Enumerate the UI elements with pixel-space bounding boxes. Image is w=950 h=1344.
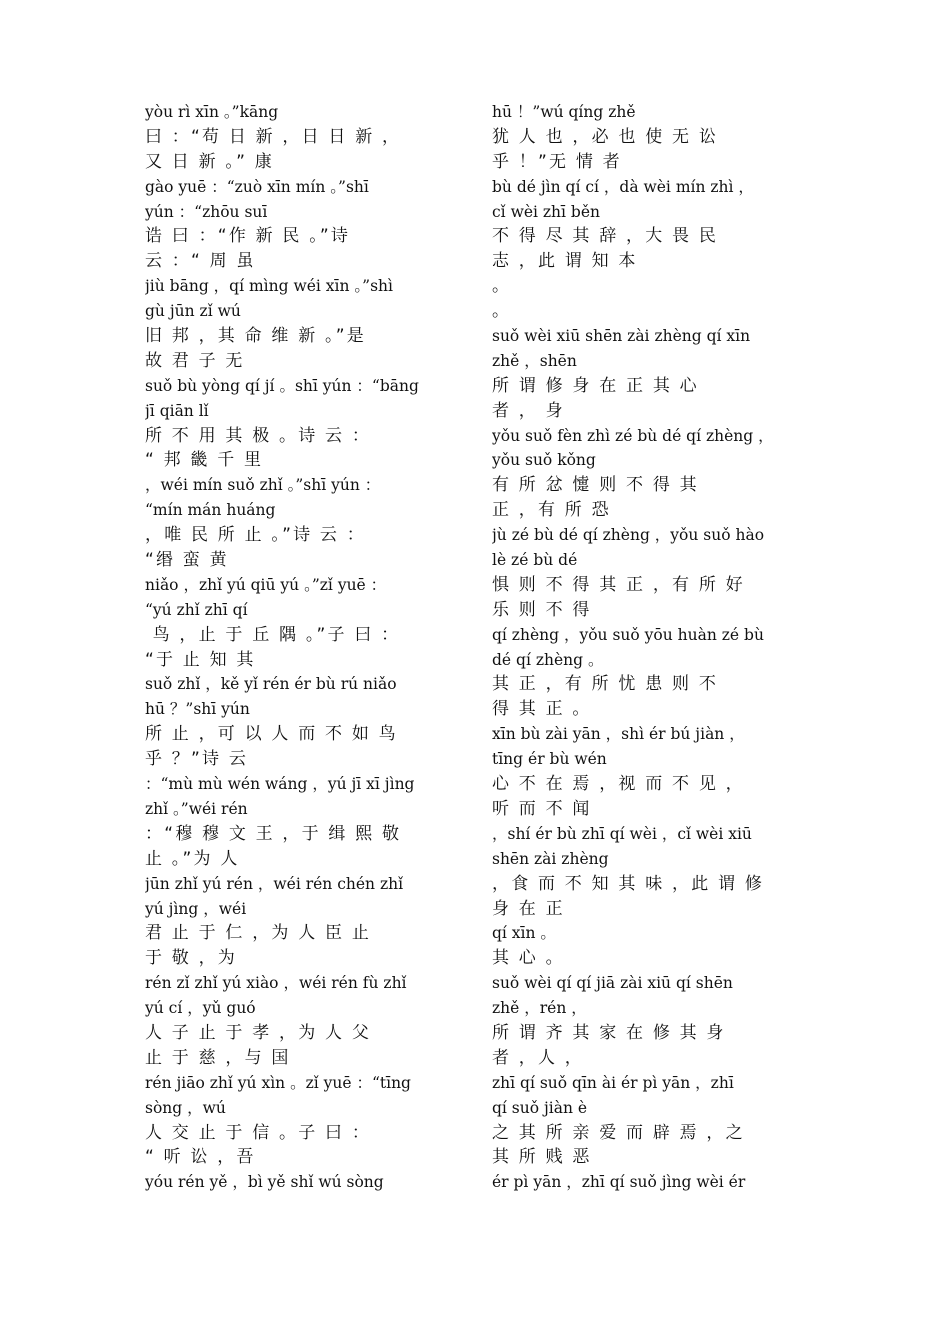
- hanzi-line: 所 谓 修 身 在 正 其 心: [492, 375, 699, 396]
- hanzi-line: 人 交 止 于 信 。子 曰 ：: [145, 1122, 372, 1143]
- hanzi-line: 。: [492, 276, 512, 297]
- hanzi-line: 其 正 ，有 所 忧 患 则 不: [492, 674, 719, 695]
- pinyin-line: yóu rén yě ，bì yě shǐ wú sòng: [145, 1173, 384, 1192]
- hanzi-line: 心 不 在 焉 ，视 而 不 见 ，: [492, 774, 745, 795]
- pinyin-line: bù dé jìn qí cí ，dà wèi mín zhì ，: [492, 177, 754, 196]
- hanzi-line: 其 所 贱 恶: [492, 1147, 592, 1168]
- hanzi-line: 止 。”为 人: [145, 848, 240, 869]
- pinyin-line: shēn zài zhèng: [492, 849, 609, 868]
- pinyin-line: tīng ér bù wén: [492, 750, 607, 769]
- hanzi-line: ，食 而 不 知 其 味 ，此 谓 修: [492, 873, 765, 894]
- pinyin-line: suǒ wèi qí qí jiā zài xiū qí shēn: [492, 974, 733, 993]
- pinyin-line: suǒ zhǐ ，kě yǐ rén ér bù rú niǎo: [145, 675, 397, 694]
- pinyin-line: “yú zhǐ zhī qí: [145, 600, 248, 619]
- pinyin-line: zhī qí suǒ qīn ài ér pì yān ，zhī: [492, 1073, 734, 1092]
- hanzi-line: 犹 人 也 ，必 也 使 无 讼: [492, 126, 719, 147]
- pinyin-line: gù jūn zǐ wú: [145, 302, 241, 321]
- hanzi-line: 所 止 ，可 以 人 而 不 如 鸟: [145, 724, 398, 745]
- hanzi-line: 得 其 正 。: [492, 699, 592, 720]
- hanzi-line: 志 ，此 谓 知 本: [492, 251, 638, 272]
- hanzi-line: 者 ， 身: [492, 400, 565, 421]
- hanzi-line: 所 不 用 其 极 。诗 云 ：: [145, 425, 372, 446]
- hanzi-line: 旧 邦 ，其 命 维 新 。”是: [145, 326, 366, 347]
- hanzi-line: 正 ，有 所 恐: [492, 500, 611, 521]
- pinyin-line: yǒu suǒ kǒng: [492, 451, 596, 470]
- pinyin-line: “mín mán huáng: [145, 501, 276, 520]
- pinyin-line: suǒ bù yòng qí jí 。shī yún ：“bāng: [145, 376, 419, 395]
- hanzi-line: 听 而 不 闻: [492, 798, 592, 819]
- pinyin-line: yòu rì xīn 。”kāng: [145, 103, 279, 121]
- pinyin-line: xīn bù zài yān ，shì ér bú jiàn ，: [492, 725, 745, 744]
- pinyin-line: qí suǒ jiàn è: [492, 1098, 588, 1117]
- hanzi-line: “于 止 知 其: [145, 649, 256, 670]
- hanzi-line: 者 ，人 ，: [492, 1047, 585, 1068]
- pinyin-line: yú cí ，yǔ guó: [145, 999, 256, 1018]
- left-text-column: [145, 100, 480, 1195]
- hanzi-line: “ 听 讼 ，吾: [145, 1147, 256, 1168]
- right-text-column: [492, 100, 827, 1195]
- hanzi-line: 乎 ？”诗 云: [145, 749, 249, 770]
- pinyin-line: jūn zhǐ yú rén ，wéi rén chén zhǐ: [145, 874, 404, 893]
- hanzi-line: 君 止 于 仁 ，为 人 臣 止: [145, 923, 372, 944]
- pinyin-line: sòng ，wú: [145, 1098, 226, 1117]
- hanzi-line: 诰 曰 ：“作 新 民 。”诗: [145, 226, 351, 247]
- hanzi-line: 有 所 忿 懥 则 不 得 其: [492, 475, 699, 496]
- hanzi-line: 云 ：“ 周 虽: [145, 251, 256, 272]
- hanzi-line: “ 邦 畿 千 里: [145, 450, 264, 471]
- pinyin-line: rén zǐ zhǐ yú xiào ，wéi rén fù zhǐ: [145, 974, 407, 993]
- hanzi-line: 其 心 。: [492, 948, 565, 969]
- hanzi-line: 。: [492, 301, 512, 322]
- pinyin-line: ，shí ér bù zhī qí wèi ，cǐ wèi xiū: [492, 824, 752, 843]
- hanzi-line: 乎 ！”无 情 者: [492, 151, 622, 172]
- pinyin-line: gào yuē ：“zuò xīn mín 。”shī: [145, 177, 369, 196]
- hanzi-line: 所 谓 齐 其 家 在 修 其 身: [492, 1022, 726, 1043]
- pinyin-line: dé qí zhèng 。: [492, 650, 604, 669]
- pinyin-line: qí xīn 。: [492, 924, 556, 943]
- pinyin-line: suǒ wèi xiū shēn zài zhèng qí xīn: [492, 327, 751, 346]
- hanzi-line: 于 敬 ，为: [145, 948, 238, 969]
- hanzi-line: 故 君 子 无: [145, 350, 245, 371]
- hanzi-line: 止 于 慈 ，与 国: [145, 1047, 291, 1068]
- hanzi-line: 又 日 新 。” 康: [145, 151, 274, 172]
- hanzi-line: ，唯 民 所 止 。”诗 云 ：: [145, 525, 366, 546]
- pinyin-line: hū ！”wú qíng zhě: [492, 103, 636, 121]
- pinyin-line: rén jiāo zhǐ yú xìn 。zǐ yuē ：“tīng: [145, 1073, 411, 1092]
- hanzi-line: 人 子 止 于 孝 ，为 人 父: [145, 1022, 372, 1043]
- pinyin-line: ，wéi mín suǒ zhǐ 。”shī yún ：: [145, 476, 381, 495]
- pinyin-line: lè zé bù dé: [492, 551, 578, 570]
- hanzi-line: 身 在 正: [492, 898, 565, 919]
- pinyin-line: niǎo ，zhǐ yú qiū yú 。”zǐ yuē ：: [145, 575, 387, 594]
- pinyin-line: yǒu suǒ fèn zhì zé bù dé qí zhèng ，: [492, 426, 774, 445]
- pinyin-line: qí zhèng ，yǒu suǒ yōu huàn zé bù: [492, 625, 764, 644]
- pinyin-line: cǐ wèi zhī běn: [492, 202, 601, 221]
- pinyin-line: zhě ，shēn: [492, 351, 577, 370]
- pinyin-line: jù zé bù dé qí zhèng ，yǒu suǒ hào: [492, 526, 765, 545]
- pinyin-line: jiù bāng ，qí mìng wéi xīn 。”shì: [145, 277, 393, 296]
- hanzi-line: 惧 则 不 得 其 正 ，有 所 好: [492, 574, 745, 595]
- hanzi-line: 曰 ：“苟 日 新 ，日 日 新 ，: [145, 126, 402, 147]
- pinyin-line: ér pì yān ，zhī qí suǒ jìng wèi ér: [492, 1173, 746, 1192]
- pinyin-line: ：“mù mù wén wáng ，yú jī xī jìng: [145, 775, 415, 794]
- hanzi-line: “缗 蛮 黄: [145, 550, 229, 571]
- pinyin-line: jī qiān lǐ: [145, 401, 209, 420]
- hanzi-line: 鸟 ，止 于 丘 隅 。”子 曰 ：: [145, 624, 401, 645]
- pinyin-line: zhě ，rén ，: [492, 999, 587, 1018]
- hanzi-line: ：“穆 穆 文 王 ，于 缉 熙 敬: [145, 823, 402, 844]
- pinyin-line: zhǐ 。”wéi rén: [145, 799, 248, 818]
- hanzi-line: 之 其 所 亲 爱 而 辟 焉 ，之: [492, 1122, 745, 1143]
- pinyin-line: hū ？”shī yún: [145, 700, 250, 719]
- pinyin-line: yún ：“zhōu suī: [145, 202, 268, 221]
- hanzi-line: 不 得 尽 其 辞 ，大 畏 民: [492, 226, 719, 247]
- hanzi-line: 乐 则 不 得: [492, 599, 592, 620]
- pinyin-line: yú jìng ，wéi: [145, 899, 247, 918]
